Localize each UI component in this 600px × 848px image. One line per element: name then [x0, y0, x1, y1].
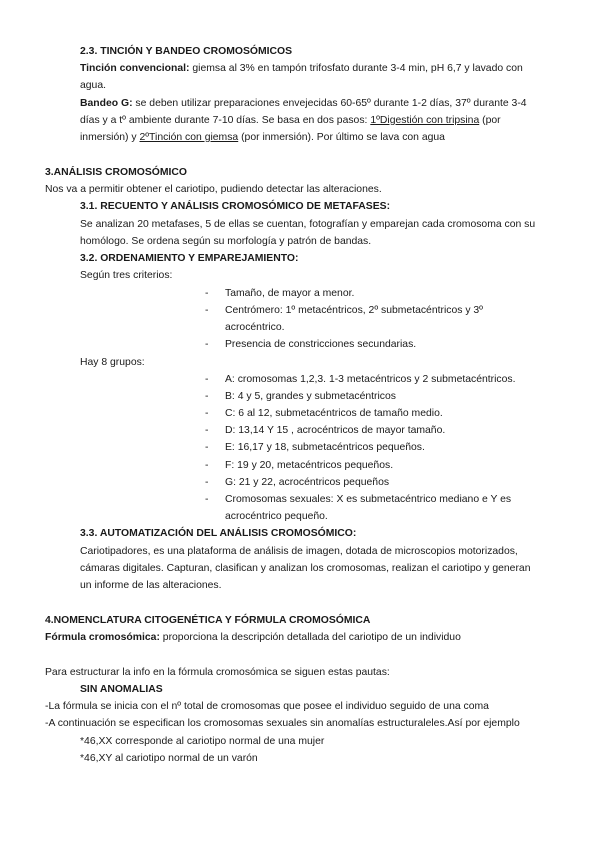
- bullet-dash: -: [205, 494, 209, 505]
- bullet-dash: -: [205, 425, 209, 436]
- group-item: B: 4 y 5, grandes y submetacéntricos: [225, 391, 396, 402]
- group-item: A: cromosomas 1,2,3. 1-3 metacéntricos y 2 submetacéntricos.: [225, 374, 516, 385]
- formula-line: [45, 631, 461, 645]
- criteria-intro: Según tres criterios:: [80, 270, 173, 281]
- tincion-convencional-line-1: [80, 62, 523, 76]
- tincion-text: giemsa al 3% en tampón trifosfato durante 3-4 min, pH 6,7 y lavado con: [189, 63, 523, 74]
- section-4-heading: 4.NOMENCLATURA CITOGENÉTICA Y FÓRMULA CROMOSÓMICA: [45, 615, 371, 626]
- section-3-3-text-3: un informe de las alteraciones.: [80, 580, 222, 591]
- bullet-dash: -: [205, 460, 209, 471]
- formula-label: Fórmula cromosómica:: [45, 632, 160, 643]
- bullet-dash: -: [205, 477, 209, 488]
- bandeo-g-line-2: [80, 114, 501, 128]
- rule-1: -La fórmula se inicia con el nº total de cromosomas que posee el individuo seguido de una coma: [45, 701, 489, 712]
- bullet-dash: -: [205, 288, 209, 299]
- formula-text: proporciona la descripción detallada del cariotipo de un individuo: [159, 632, 461, 643]
- section-3-2-heading: 3.2. ORDENAMIENTO Y EMPAREJAMIENTO:: [80, 253, 299, 264]
- bandeo-text-3: inmersión) y: [80, 132, 140, 143]
- section-3-intro: Nos va a permitir obtener el cariotipo, pudiendo detectar las alteraciones.: [45, 184, 382, 195]
- bandeo-step-1: 1ºDigestión con tripsina: [370, 115, 480, 126]
- group-item: G: 21 y 22, acrocéntricos pequeños: [225, 477, 390, 488]
- section-3-3-text-1: Cariotipadores, es una plataforma de análisis de imagen, dotada de microscopios motorizados,: [80, 546, 518, 557]
- criteria-item: Presencia de constricciones secundarias.: [225, 339, 417, 350]
- bandeo-g-line-1: [80, 97, 527, 111]
- bullet-dash: -: [205, 374, 209, 385]
- bandeo-g-line-3: [80, 131, 445, 145]
- groups-intro: Hay 8 grupos:: [80, 357, 145, 368]
- tincion-label: Tinción convencional:: [80, 63, 190, 74]
- bandeo-label: Bandeo G:: [80, 98, 133, 109]
- section-3-3-heading: 3.3. AUTOMATIZACIÓN DEL ANÁLISIS CROMOSÓMICO:: [80, 528, 357, 539]
- group-item: D: 13,14 Y 15 , acrocéntricos de mayor tamaño.: [225, 425, 446, 436]
- bandeo-text-2b: (por: [479, 115, 501, 126]
- bandeo-text-3b: (por inmersión). Por último se lava con agua: [238, 132, 445, 143]
- tincion-convencional-line-2: agua.: [80, 80, 107, 91]
- bullet-dash: -: [205, 408, 209, 419]
- bullet-dash: -: [205, 339, 209, 350]
- section-3-1-text-1: Se analizan 20 metafases, 5 de ellas se cuentan, fotografían y emparejan cada cromosoma con su: [80, 219, 536, 230]
- rule-2: -A continuación se especifican los cromosomas sexuales sin anomalías estructuraleles.Así por ejemplo: [45, 718, 520, 729]
- pautas-line: Para estructurar la info en la fórmula cromosómica se siguen estas pautas:: [45, 667, 390, 678]
- group-item: Cromosomas sexuales: X es submetacéntrico mediano e Y es: [225, 494, 512, 505]
- section-3-1-text-2: homólogo. Se ordena según su morfología y patrón de bandas.: [80, 236, 372, 247]
- group-item: F: 19 y 20, metacéntricos pequeños.: [225, 460, 394, 471]
- group-item-continuation: acrocéntrico pequeño.: [225, 511, 328, 522]
- group-item: E: 16,17 y 18, submetacéntricos pequeños.: [225, 442, 425, 453]
- group-item: C: 6 al 12, submetacéntricos de tamaño medio.: [225, 408, 443, 419]
- bandeo-step-2: 2ºTinción con giemsa: [139, 132, 239, 143]
- criteria-item: Centrómero: 1º metacéntricos, 2º submetacéntricos y 3º: [225, 305, 483, 316]
- bullet-dash: -: [205, 442, 209, 453]
- example-2: *46,XY al cariotipo normal de un varón: [80, 753, 258, 764]
- example-1: *46,XX corresponde al cariotipo normal de una mujer: [80, 736, 325, 747]
- bandeo-text-1: se deben utilizar preparaciones envejecidas 60-65º durante 1-2 días, 37º durante 3-4: [132, 98, 527, 109]
- bullet-dash: -: [205, 391, 209, 402]
- bandeo-text-2: días y a tº ambiente durante 7-10 días. Se basa en dos pasos:: [80, 115, 371, 126]
- section-2-3-heading: 2.3. TINCIÓN Y BANDEO CROMOSÓMICOS: [80, 46, 293, 57]
- section-3-3-text-2: cámaras digitales. Capturan, clasifican y analizan los cromosomas, realizan el cariotipo y generan: [80, 563, 531, 574]
- section-3-heading: 3.ANÁLISIS CROMOSÓMICO: [45, 167, 188, 178]
- section-3-1-heading: 3.1. RECUENTO Y ANÁLISIS CROMOSÓMICO DE METAFASES:: [80, 201, 391, 212]
- bullet-dash: -: [205, 305, 209, 316]
- sin-anomalias-heading: SIN ANOMALIAS: [80, 684, 163, 695]
- criteria-item: Tamaño, de mayor a menor.: [225, 288, 355, 299]
- criteria-item-continuation: acrocéntrico.: [225, 322, 285, 333]
